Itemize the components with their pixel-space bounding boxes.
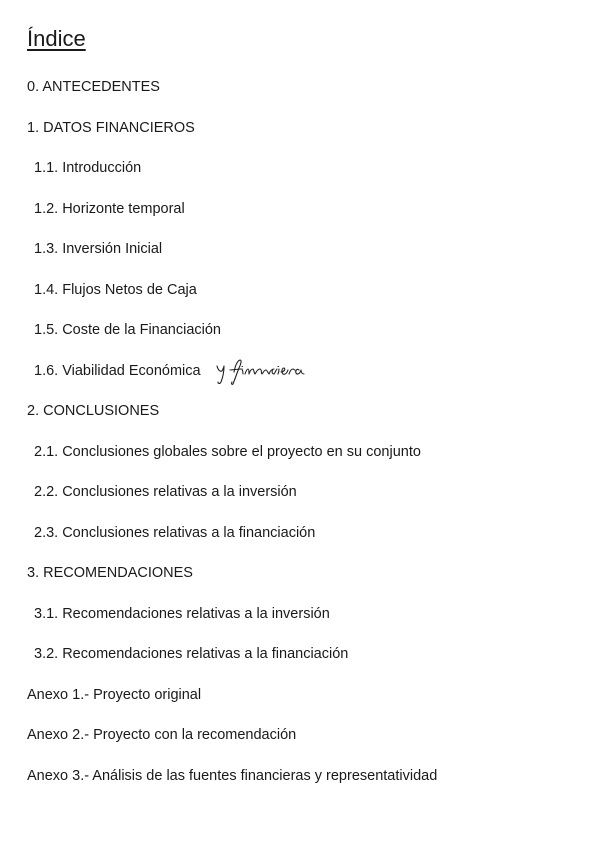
toc-subentry — [0, 442, 600, 483]
page-title: Índice — [27, 26, 86, 51]
toc-subentry — [0, 280, 600, 321]
toc-entry-label: 2.2. Conclusiones relativas a la inversión — [34, 484, 297, 500]
toc-entry — [0, 401, 600, 442]
toc-entry — [0, 685, 600, 726]
toc-subentry — [0, 199, 600, 240]
toc-entry-label: 1.6. Viabilidad Económica — [34, 362, 201, 379]
toc-entry-label: Anexo 1.- Proyecto original — [27, 686, 202, 703]
toc-entry-label: 3.1. Recomendaciones relativas a la inversión — [34, 605, 330, 622]
toc-entry-label: 1.2. Horizonte temporal — [34, 200, 185, 217]
toc-entry-label: 1.5. Coste de la Financiación — [34, 322, 221, 338]
toc-subentry — [0, 158, 600, 199]
toc-subentry — [0, 320, 600, 361]
toc-entry-label: 1.1. Introducción — [34, 160, 142, 176]
toc-entry-label: 2.3. Conclusiones relativas a la financiación — [34, 524, 316, 541]
toc-entry-label: Anexo 3.- Análisis de las fuentes financieras y representatividad — [27, 767, 438, 784]
toc-entry-label: Anexo 2.- Proyecto con la recomendación — [27, 727, 297, 743]
toc-entry-label: 2. CONCLUSIONES — [27, 403, 160, 419]
toc-entry-label: 2.1. Conclusiones globales sobre el proyecto en su conjunto — [34, 443, 421, 460]
toc-entry — [0, 563, 600, 604]
toc-entry-label: 3. RECOMENDACIONES — [27, 565, 193, 581]
toc-entry — [0, 725, 600, 766]
toc-subentry — [0, 361, 600, 402]
toc-entry — [0, 766, 600, 807]
toc-subentry — [0, 644, 600, 685]
toc-entry-label: 0. ANTECEDENTES — [27, 79, 160, 95]
table-of-contents — [0, 77, 600, 806]
toc-entry-label: 1.3. Inversión Inicial — [34, 241, 163, 257]
toc-entry-label: 3.2. Recomendaciones relativas a la financiación — [34, 646, 349, 662]
toc-subentry — [0, 523, 600, 564]
toc-subentry — [0, 239, 600, 280]
toc-entry-label: 1.4. Flujos Netos de Caja — [34, 281, 197, 298]
toc-entry-label: 1. DATOS FINANCIEROS — [27, 119, 195, 136]
toc-subentry — [0, 604, 600, 645]
handwritten-annotation — [212, 357, 308, 387]
toc-subentry — [0, 482, 600, 523]
toc-entry — [0, 118, 600, 159]
toc-entry — [0, 77, 600, 118]
